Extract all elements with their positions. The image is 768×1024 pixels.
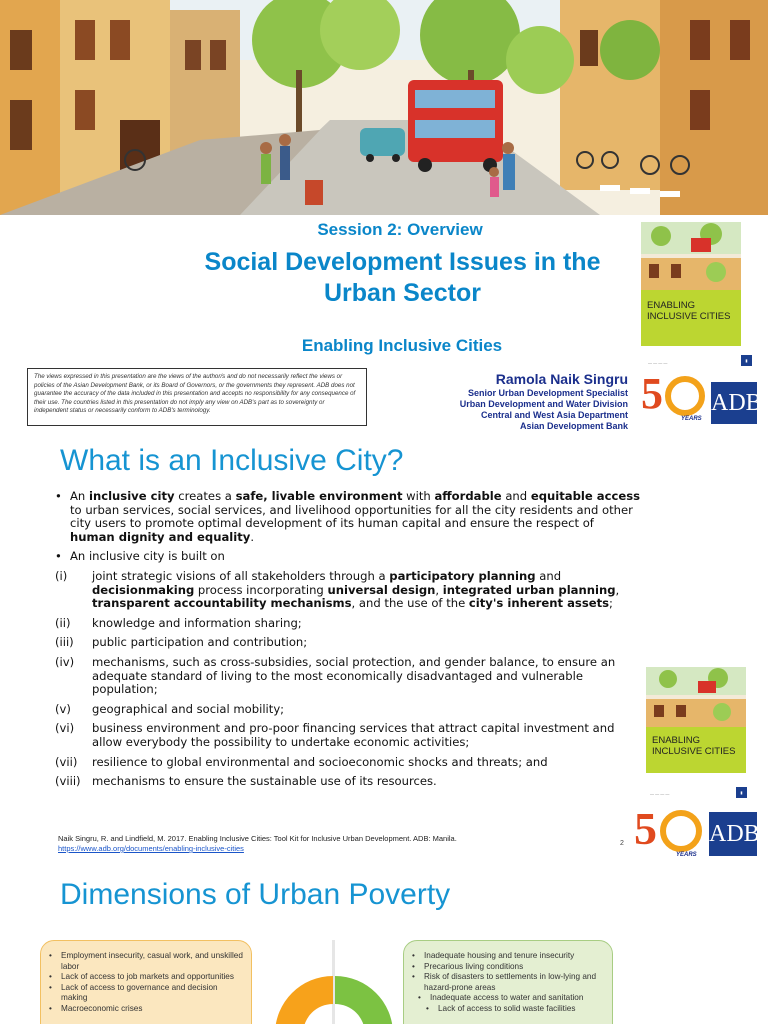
adb-mini-logo: ▮ xyxy=(736,787,747,798)
presentation-title xyxy=(150,247,655,309)
presentation-tagline: Enabling Inclusive Cities xyxy=(301,336,503,355)
bold-phrase: inclusive city xyxy=(88,489,175,503)
book-title-line-1: ENABLING xyxy=(647,300,696,311)
logo-years: YEARS xyxy=(681,416,702,422)
panel-list-item xyxy=(412,962,604,973)
reference xyxy=(58,834,618,854)
fifty-years-logo xyxy=(634,804,706,864)
panel-list-item xyxy=(49,951,243,972)
text-run: resilience to global environmental and socioeconomic shocks and threats; and xyxy=(92,754,548,769)
title-line-1: Social Development Issues in the xyxy=(204,248,601,276)
logo-five: 5 xyxy=(634,803,657,854)
text-run: joint strategic visions of all stakeholders through a xyxy=(92,568,390,583)
presenter-block xyxy=(440,370,628,432)
poverty-panel-living-conditions xyxy=(403,940,613,1024)
fifty-years-logo xyxy=(641,370,709,430)
item-number: (iv) xyxy=(55,654,75,669)
text-run: . xyxy=(250,529,255,544)
book-cover-illustration xyxy=(641,222,741,290)
adb-mini-logo: ▮ xyxy=(741,355,752,366)
bullet-dot: • xyxy=(412,961,415,971)
panel-item-text: Inadequate access to water and sanitation xyxy=(430,993,584,1003)
item-text xyxy=(92,636,640,650)
presenter-department: Central and West Asia Department xyxy=(480,410,628,420)
panel-list-item xyxy=(49,972,243,983)
panel-list-item xyxy=(412,972,604,993)
numbered-item xyxy=(55,636,640,650)
adb-small-label: — — — — xyxy=(648,360,668,365)
text-run: process incorporating xyxy=(194,582,328,597)
adb-logo: ADB xyxy=(709,812,757,856)
text-run: and xyxy=(501,489,531,503)
logo-five: 5 xyxy=(641,369,663,418)
cover-illustration xyxy=(0,0,768,215)
numbered-list xyxy=(55,570,640,789)
donut-segment-orange xyxy=(275,976,333,1024)
text-run: An xyxy=(70,489,89,503)
bullet-dot: • xyxy=(49,951,52,960)
presenter-role: Senior Urban Development Specialist xyxy=(467,388,628,398)
donut-segment-green xyxy=(335,976,393,1024)
bullet-dot: • xyxy=(49,972,52,982)
reference-link[interactable]: https://www.adb.org/documents/enabling-inclusive-cities xyxy=(58,844,244,853)
text-run: geographical and social mobility; xyxy=(92,701,285,716)
bold-phrase: integrated urban planning xyxy=(442,582,616,597)
bold-phrase: safe, livable environment xyxy=(235,489,403,503)
text-run: business environment and pro-poor financing services that attract capital investment and allow everybody the possibility to undertake economic activities; xyxy=(92,721,615,749)
bullet-dot: • xyxy=(412,972,415,982)
panel-item-text: Lack of access to solid waste facilities xyxy=(438,1003,576,1013)
adb-small-label: — — — — xyxy=(650,791,670,796)
bullet-dot: • xyxy=(49,982,52,992)
text-run: with xyxy=(402,489,435,503)
bold-phrase: city's inherent assets xyxy=(468,596,610,611)
text-run: creates a xyxy=(174,489,236,503)
bold-phrase: participatory planning xyxy=(389,568,536,583)
item-text xyxy=(92,703,640,717)
bullet-dot: • xyxy=(412,951,415,960)
bullet-text-inclusive-city xyxy=(70,490,640,544)
bullet-item: • An inclusive city creates a safe, livable environment with affordable and equitable access to urban services, social services, and livelihood opportunities for all the city residents and other city users to promote optimal development of its human capital and ensure the respect of human dignity and equality. xyxy=(55,489,640,544)
panel-list-item xyxy=(49,1004,243,1015)
bullet-dot: • xyxy=(426,1003,429,1013)
logo-zero-ring xyxy=(665,376,705,416)
logo-years: YEARS xyxy=(676,852,697,858)
text-run: mechanisms to ensure the sustainable use of its resources. xyxy=(92,774,437,789)
panel-item-text: Precarious living conditions xyxy=(424,961,524,971)
panel-item-text: Risk of disasters to settlements in low-lying and hazard-prone areas xyxy=(424,972,597,992)
numbered-item xyxy=(55,775,640,789)
item-text xyxy=(92,722,640,749)
book-cover-illustration xyxy=(646,667,746,727)
adb-logo: ADB xyxy=(711,382,757,424)
panel-list-item xyxy=(412,951,604,962)
item-text xyxy=(92,617,640,631)
item-number: (vii) xyxy=(55,754,78,769)
bullet-item: • An inclusive city is built on xyxy=(55,549,225,564)
book-title-line-2: INCLUSIVE CITIES xyxy=(652,746,736,757)
numbered-item xyxy=(55,656,640,697)
title-line-2: Urban Sector xyxy=(324,279,481,307)
text-run: public participation and contribution; xyxy=(92,635,308,650)
presenter-division: Urban Development and Water Division xyxy=(459,399,628,409)
book-title-line-2: INCLUSIVE CITIES xyxy=(647,311,731,322)
item-text xyxy=(92,775,640,789)
item-number: (vi) xyxy=(55,721,75,736)
text-run: , xyxy=(435,582,443,597)
slide2-body xyxy=(55,490,640,795)
text-run: , xyxy=(615,582,620,597)
presenter-org: Asian Development Bank xyxy=(519,421,628,431)
numbered-item xyxy=(55,617,640,631)
bullet-dot: • xyxy=(49,1003,52,1013)
book-title-line-1: ENABLING xyxy=(652,735,701,746)
panel-list-item xyxy=(412,1004,604,1015)
item-number: (i) xyxy=(55,568,68,583)
text-run: , and the use of the xyxy=(351,596,469,611)
item-text xyxy=(92,756,640,770)
slide2-title: What is an Inclusive City? xyxy=(60,444,404,477)
session-label: Session 2: Overview xyxy=(317,220,483,239)
bold-phrase: transparent accountability mechanisms xyxy=(92,596,352,611)
panel-list-item xyxy=(49,983,243,1004)
text-run: to urban services, social services, and livelihood opportunities for all the city residents and other city users to promote optimal development of its human capital and ensure the respect of xyxy=(70,502,633,531)
panel-list-item xyxy=(412,993,604,1004)
item-number: (viii) xyxy=(55,774,81,789)
panel-item-text: Lack of access to job markets and opportunities xyxy=(61,972,234,982)
book-cover xyxy=(641,222,741,346)
book-cover xyxy=(646,667,746,773)
panel-item-text: Lack of access to governance and decision making xyxy=(61,982,218,1003)
reference-citation: Naik Singru, R. and Lindfield, M. 2017. Enabling Inclusive Cities: Tool Kit for Inclusive Urban Development. ADB: Manila. xyxy=(58,834,457,843)
disclaimer-box: The views expressed in this presentation are the views of the author/s and do not necessarily reflect the views or policies of the Asian Development Bank, or its Board of Governors, or the governments they represent. ADB does not guarantee the accuracy of the data included in this presentation and accepts no responsibility for any consequence of their use. The countries listed in this presentation do not imply any view on ADB's part as to sovereignty or independent status or necessarily conform to ADB's terminology. xyxy=(27,368,367,426)
panel-item-text: Macroeconomic crises xyxy=(61,1003,143,1013)
poverty-donut-chart xyxy=(255,940,415,1024)
text-run: mechanisms, such as cross-subsidies, social protection, and gender balance, to ensure an adequate standard of living to the most economically disadvantaged and vulnerable population; xyxy=(92,654,616,697)
numbered-item xyxy=(55,703,640,717)
text-run: ; xyxy=(609,596,613,611)
presenter-name: Ramola Naik Singru xyxy=(495,371,628,387)
poverty-panel-economic xyxy=(40,940,252,1024)
item-number: (ii) xyxy=(55,615,71,630)
bold-phrase: human dignity and equality xyxy=(70,529,251,544)
bold-phrase: affordable xyxy=(434,489,502,503)
item-text xyxy=(92,570,640,611)
bullet-dot: • xyxy=(418,993,421,1003)
logo-zero-ring xyxy=(660,810,702,852)
item-number: (iii) xyxy=(55,635,74,650)
text-run: knowledge and information sharing; xyxy=(92,615,302,630)
item-number: (v) xyxy=(55,701,71,716)
bold-phrase: equitable access xyxy=(530,489,640,503)
slide3-title: Dimensions of Urban Poverty xyxy=(60,878,451,911)
text-run: and xyxy=(535,568,562,583)
bold-phrase: decisionmaking xyxy=(92,582,195,597)
panel-item-text: Inadequate housing and tenure insecurity xyxy=(424,951,575,960)
item-text xyxy=(92,656,640,697)
bold-phrase: universal design xyxy=(327,582,436,597)
panel-item-text: Employment insecurity, casual work, and unskilled labor xyxy=(61,951,243,971)
numbered-item xyxy=(55,722,640,749)
page-number: 2 xyxy=(620,840,624,847)
bullet-text-built-on: An inclusive city is built on xyxy=(70,549,225,564)
numbered-item xyxy=(55,756,640,770)
numbered-item xyxy=(55,570,640,611)
